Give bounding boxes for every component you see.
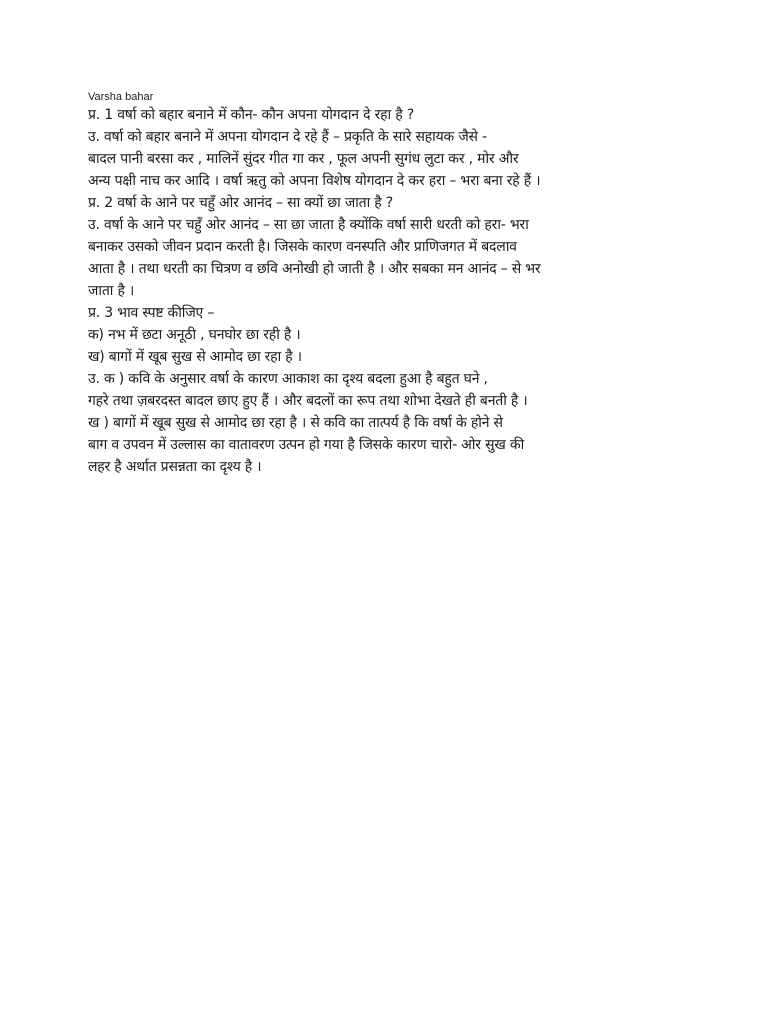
answer-1-line-3: अन्य पक्षी नाच कर आदि । वर्षा ऋतु को अपना विशेष योगदान दे कर हरा – भरा बना रहे हैं । — [88, 173, 541, 189]
answer-2-line-1: उ. वर्षा के आने पर चहुँ ओर आनंद – सा छा जाता है क्योंकि वर्षा सारी धरती को हरा- भरा — [88, 217, 529, 233]
answer-1-line-2: बादल पानी बरसा कर , मालिनें सुंदर गीत गा कर , फूल अपनी सुगंध लुटा कर , मोर और — [88, 151, 519, 167]
answer-3a-line-2: गहरे तथा ज़बरदस्त बादल छाए हुए हैं । और बदलों का रूप तथा शोभा देखते ही बनती है । — [88, 393, 528, 409]
question-3-part-b: ख) बागों में खूब सुख से आमोद छा रहा है । — [88, 349, 302, 365]
answer-3b-line-2: बाग व उपवन में उल्लास का वातावरण उत्पन हो गया है जिसके कारण चारो- ओर सुख की — [88, 437, 525, 453]
answer-3b-line-3: लहर है अर्थात प्रसन्नता का दृश्य है । — [88, 459, 262, 475]
document-body — [88, 104, 760, 478]
document-title: Varsha bahar — [88, 91, 154, 103]
answer-2-line-4: जाता है । — [88, 283, 135, 299]
answer-3b-line-1: ख ) बागों में खूब सुख से आमोद छा रहा है । से कवि का तात्पर्य है कि वर्षा के होने से — [88, 415, 503, 431]
answer-1-line-1: उ. वर्षा को बहार बनाने में अपना योगदान दे रहे हैं – प्रकृति के सारे सहायक जैसे - — [88, 129, 487, 145]
answer-2-line-2: बनाकर उसको जीवन प्रदान करती है। जिसके कारण वनस्पति और प्राणिजगत में बदलाव — [88, 239, 517, 255]
question-2-line: प्र. 2 वर्षा के आने पर चहुँ ओर आनंद – सा क्यों छा जाता है ? — [88, 195, 394, 211]
document-page — [88, 91, 760, 478]
answer-2-line-3: आता है । तथा धरती का चित्रण व छवि अनोखी हो जाती है । और सबका मन आनंद – से भर — [88, 261, 541, 277]
question-1-line: प्र. 1 वर्षा को बहार बनाने में कौन- कौन अपना योगदान दे रहा है ? — [88, 107, 414, 123]
answer-3a-line-1: उ. क ) कवि के अनुसार वर्षा के कारण आकाश का दृश्य बदला हुआ है बहुत घने , — [88, 371, 488, 387]
question-3-part-a: क) नभ में छटा अनूठी , घनघोर छा रही है । — [88, 327, 301, 343]
question-3-line: प्र. 3 भाव स्पष्ट कीजिए – — [88, 305, 215, 321]
